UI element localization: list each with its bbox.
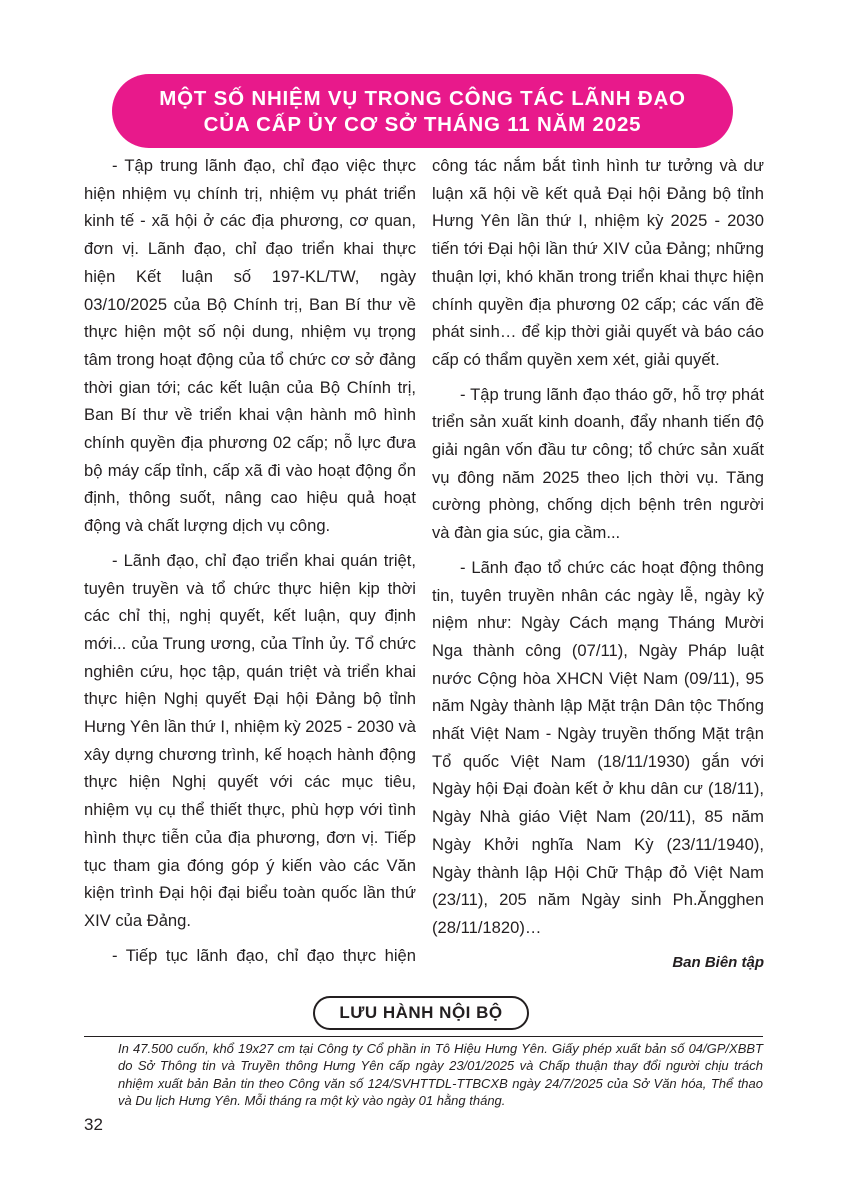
page-number: 32 — [84, 1115, 103, 1134]
title-line-1: MỘT SỐ NHIỆM VỤ TRONG CÔNG TÁC LÃNH ĐẠO — [159, 87, 686, 110]
footer-divider — [84, 1036, 763, 1037]
title-line-2: CỦA CẤP ỦY CƠ SỞ THÁNG 11 NĂM 2025 — [203, 113, 642, 136]
internal-circulation-stamp — [313, 996, 529, 1030]
paragraph-4: - Tập trung lãnh đạo tháo gỡ, hỗ trợ phát triển sản xuất kinh doanh, đẩy nhanh tiến độ giải ngân vốn đầu tư công; tổ chức sản xuất vụ đông năm 2025 theo lịch thời vụ. Tăng cường phòng, chống dịch bệnh trên người và đàn gia súc, gia cầm... — [432, 384, 764, 543]
stamp-label: LƯU HÀNH NỘI BỘ — [339, 1003, 503, 1022]
publication-imprint: In 47.500 cuốn, khổ 19x27 cm tại Công ty Cổ phần in Tô Hiệu Hưng Yên. Giấy phép xuất bản số 04/GP/XBBT do Sở Thông tin và Truyền thông Hưng Yên cấp ngày 23/01/2025 và Chấp thuận thay đổi người chịu trách nhiệm xuất bản Bản tin theo Công văn số 124/SVHTTDL-TTBCXB ngày 24/7/2025 của Sở Văn hóa, Thể thao và Du lịch Hưng Yên. Mỗi tháng ra một kỳ vào ngày 01 hằng tháng. — [118, 1041, 763, 1109]
right-column — [432, 152, 764, 983]
paragraph-3-continued: công tác nắm bắt tình hình tư tưởng và dư luận xã hội về kết quả Đại hội Đảng bộ tỉnh Hưng Yên lần thứ I, nhiệm kỳ 2025 - 2030 tiến tới Đại hội lần thứ XIV của Đảng; những thuận lợi, khó khăn trong triển khai thực hiện chính quyền địa phương 02 cấp; các vấn đề phát sinh… để kịp thời giải quyết và báo cáo cấp có thẩm quyền xem xét, giải quyết. — [432, 156, 764, 369]
signature: Ban Biên tập — [672, 953, 764, 971]
paragraph-2: - Lãnh đạo, chỉ đạo triển khai quán triệt, tuyên truyền và tổ chức thực hiện kịp thời các chỉ thị, nghị quyết, kết luận, quy định mới... của Trung ương, của Tỉnh ủy. Tổ chức nghiên cứu, học tập, quán triệt và triển khai thực hiện Nghị quyết Đại hội Đảng bộ tỉnh Hưng Yên lần thứ I, nhiệm kỳ 2025 - 2030 và xây dựng chương trình, kế hoạch hành động thực hiện Nghị quyết với các mục tiêu, nhiệm vụ cụ thể thiết thực, phù hợp với tình hình thực tiễn của địa phương, đơn vị. Tiếp tục tham gia đóng góp ý kiến vào các Văn kiện trình Đại hội đại biểu toàn quốc lần thứ XIV của Đảng. — [84, 550, 416, 930]
paragraph-1: - Tập trung lãnh đạo, chỉ đạo việc thực hiện nhiệm vụ chính trị, nhiệm vụ phát triển kinh tế - xã hội ở các địa phương, cơ quan, đơn vị. Lãnh đạo, chỉ đạo triển khai thực hiện Kết luận số 197-KL/TW, ngày 03/10/2025 của Bộ Chính trị, Ban Bí thư về thực hiện một số nội dung, nhiệm vụ trọng tâm trong hoạt động của tổ chức cơ sở đảng thời gian tới; các kết luận của Bộ Chính trị, Ban Bí thư về triển khai vận hành mô hình chính quyền địa phương 02 cấp; nỗ lực đưa bộ máy cấp tỉnh, cấp xã đi vào hoạt động ổn định, thông suốt, nâng cao hiệu quả hoạt động và chất lượng dịch vụ công. — [84, 156, 416, 536]
left-column — [84, 152, 416, 976]
paragraph-3-start: - Tiếp tục lãnh đạo, chỉ đạo thực hiện — [112, 945, 416, 965]
paragraph-5: - Lãnh đạo tổ chức các hoạt động thông tin, tuyên truyền nhân các ngày lễ, ngày kỷ niệm như: Ngày Cách mạng Tháng Mười Nga thành công (07/11), Ngày Pháp luật nước Cộng hòa XHCN Việt Nam (09/11), 95 năm Ngày thành lập Mặt trận Dân tộc Thống nhất Việt Nam - Ngày truyền thống Mặt trận Tổ quốc Việt Nam (18/11/1930) gắn với Ngày hội Đại đoàn kết ở khu dân cư (18/11), Ngày Nhà giáo Việt Nam (20/11), 85 năm Ngày Khởi nghĩa Nam Kỳ (23/11/1940), Ngày thành lập Hội Chữ Thập đỏ Việt Nam (23/11), 205 năm Ngày sinh Ph.Ăngghen (28/11/1820)… — [432, 557, 764, 937]
title-banner — [112, 74, 733, 148]
